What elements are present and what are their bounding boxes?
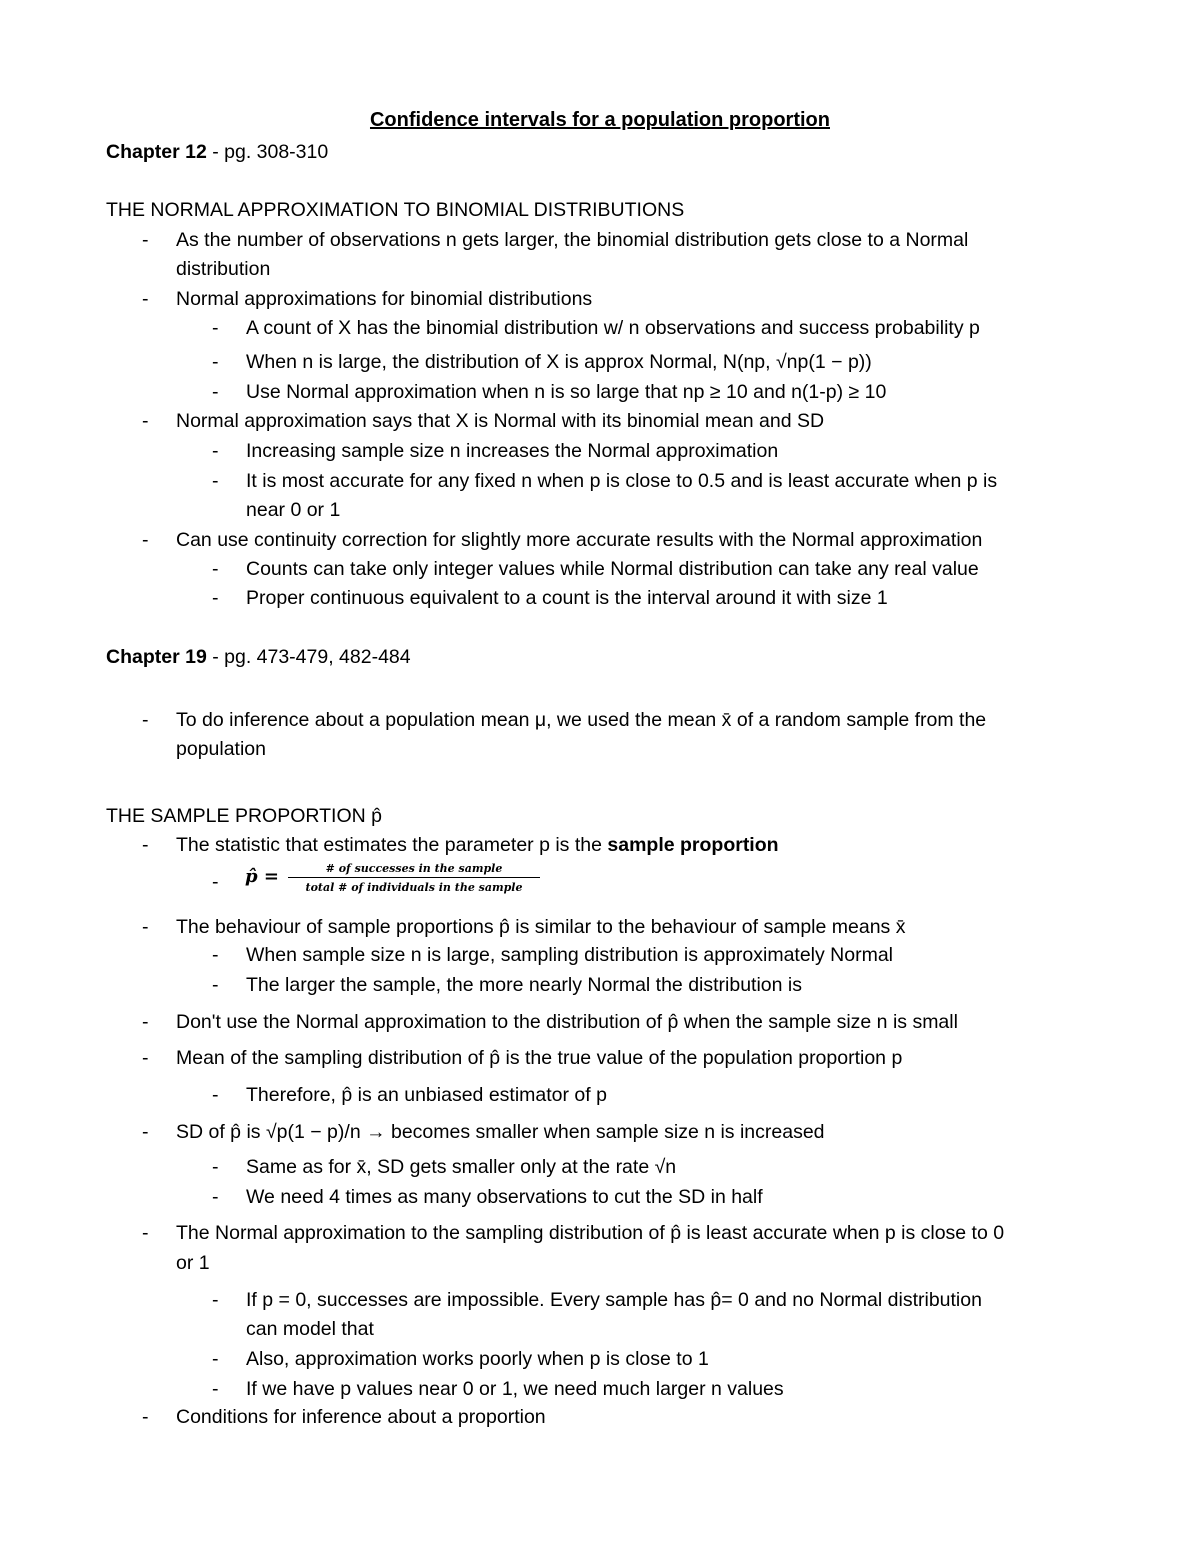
bullet-text: Counts can take only integer values while Normal distribution can take any real value	[246, 558, 979, 580]
bullet-text	[176, 833, 779, 857]
chapter-pages: - pg. 308-310	[206, 141, 329, 163]
bullet-dash: -	[142, 1047, 149, 1069]
chapter-label: Chapter 12	[106, 141, 207, 163]
bullet-dash: -	[212, 351, 219, 373]
bullet-text: Normal approximations for binomial distributions	[176, 288, 593, 310]
bullet-text: If we have p values near 0 or 1, we need much larger n values	[246, 1378, 784, 1400]
bullet-dash: -	[142, 834, 149, 856]
bullet-text: SD of p̂ is √p(1 − p)/n → becomes smaller when sample size n is increased	[176, 1121, 825, 1143]
bullet-text: Increasing sample size n increases the Normal approximation	[246, 440, 779, 462]
bullet-plain: The statistic that estimates the parameter p is the	[176, 834, 608, 856]
bullet-dash: -	[212, 1378, 219, 1400]
phat-lhs: p̂ =	[245, 866, 279, 887]
bullet-text: Conditions for inference about a proportion	[176, 1406, 546, 1428]
bullet-text: A count of X has the binomial distribution w/ n observations and success probability p	[246, 317, 980, 339]
formula-bullet: -	[212, 871, 219, 893]
bullet-dash: -	[142, 229, 149, 251]
bullet-text: As the number of observations n gets larger, the binomial distribution gets close to a Normal	[176, 229, 969, 251]
bullet-text: To do inference about a population mean μ, we used the mean x̄ of a random sample from the	[176, 709, 987, 731]
bullet-text: Therefore, p̂ is an unbiased estimator of p	[246, 1084, 607, 1106]
fraction-denominator: total # of individuals in the sample	[305, 881, 523, 894]
bullet-text: population	[176, 738, 266, 760]
bullet-dash: -	[142, 709, 149, 731]
bullet-dash: -	[212, 1084, 219, 1106]
bullet-text: Use Normal approximation when n is so large that np ≥ 10 and n(1-p) ≥ 10	[246, 381, 887, 403]
bullet-text: The behaviour of sample proportions p̂ is similar to the behaviour of sample means x̄	[176, 916, 906, 938]
bullet-text: Also, approximation works poorly when p is close to 1	[246, 1348, 709, 1370]
bullet-dash: -	[212, 558, 219, 580]
bullet-text: It is most accurate for any fixed n when p is close to 0.5 and is least accurate when p is	[246, 470, 998, 492]
bullet-dash: -	[212, 1186, 219, 1208]
bullet-dash: -	[142, 1011, 149, 1033]
bullet-bold-term: sample proportion	[607, 834, 779, 856]
bullet-dash: -	[212, 1156, 219, 1178]
chapter-heading	[106, 645, 411, 669]
section-heading: THE NORMAL APPROXIMATION TO BINOMIAL DISTRIBUTIONS	[106, 199, 685, 221]
bullet-text: or 1	[176, 1252, 210, 1274]
bullet-dash: -	[142, 529, 149, 551]
bullet-text: distribution	[176, 258, 271, 280]
bullet-text: We need 4 times as many observations to cut the SD in half	[246, 1186, 763, 1208]
bullet-dash: -	[142, 410, 149, 432]
bullet-dash: -	[212, 317, 219, 339]
bullet-text: Don't use the Normal approximation to the distribution of p̂ when the sample size n is small	[176, 1011, 958, 1033]
bullet-text: can model that	[246, 1318, 374, 1340]
chapter-label: Chapter 19	[106, 646, 207, 668]
bullet-text: Can use continuity correction for slightly more accurate results with the Normal approximation	[176, 529, 983, 551]
bullet-dash: -	[142, 1406, 149, 1428]
bullet-text: Proper continuous equivalent to a count is the interval around it with size 1	[246, 587, 888, 609]
bullet-text: The larger the sample, the more nearly Normal the distribution is	[246, 974, 802, 996]
page-title: Confidence intervals for a population proportion	[369, 109, 830, 131]
bullet-dash: -	[212, 944, 219, 966]
bullet-text: Same as for x̄, SD gets smaller only at the rate √n	[246, 1156, 677, 1178]
section-heading: THE SAMPLE PROPORTION p̂	[106, 805, 382, 827]
bullet-dash: -	[212, 381, 219, 403]
bullet-text: If p = 0, successes are impossible. Every sample has p̂= 0 and no Normal distribution	[246, 1289, 982, 1311]
bullet-text: The Normal approximation to the sampling distribution of p̂ is least accurate when p is close to 0	[176, 1222, 1005, 1244]
bullet-dash: -	[142, 1121, 149, 1143]
bullet-dash: -	[212, 470, 219, 492]
bullet-dash: -	[212, 587, 219, 609]
bullet-text: near 0 or 1	[246, 499, 341, 521]
bullet-dash: -	[212, 974, 219, 996]
bullet-dash: -	[142, 1222, 149, 1244]
bullet-text: When n is large, the distribution of X is approx Normal, N(np, √np(1 − p))	[246, 351, 872, 373]
bullet-dash: -	[212, 1348, 219, 1370]
bullet-dash: -	[212, 440, 219, 462]
bullet-text: When sample size n is large, sampling distribution is approximately Normal	[246, 944, 894, 966]
bullet-dash: -	[212, 1289, 219, 1311]
bullet-dash: -	[142, 288, 149, 310]
sample-proportion-fraction	[288, 862, 540, 894]
bullet-text: Mean of the sampling distribution of p̂ is the true value of the population proportion p	[176, 1047, 903, 1069]
chapter-heading	[106, 140, 328, 164]
chapter-pages: - pg. 473-479, 482-484	[206, 646, 411, 668]
bullet-text: Normal approximation says that X is Normal with its binomial mean and SD	[176, 410, 825, 432]
fraction-numerator: # of successes in the sample	[288, 862, 540, 878]
bullet-dash: -	[142, 916, 149, 938]
